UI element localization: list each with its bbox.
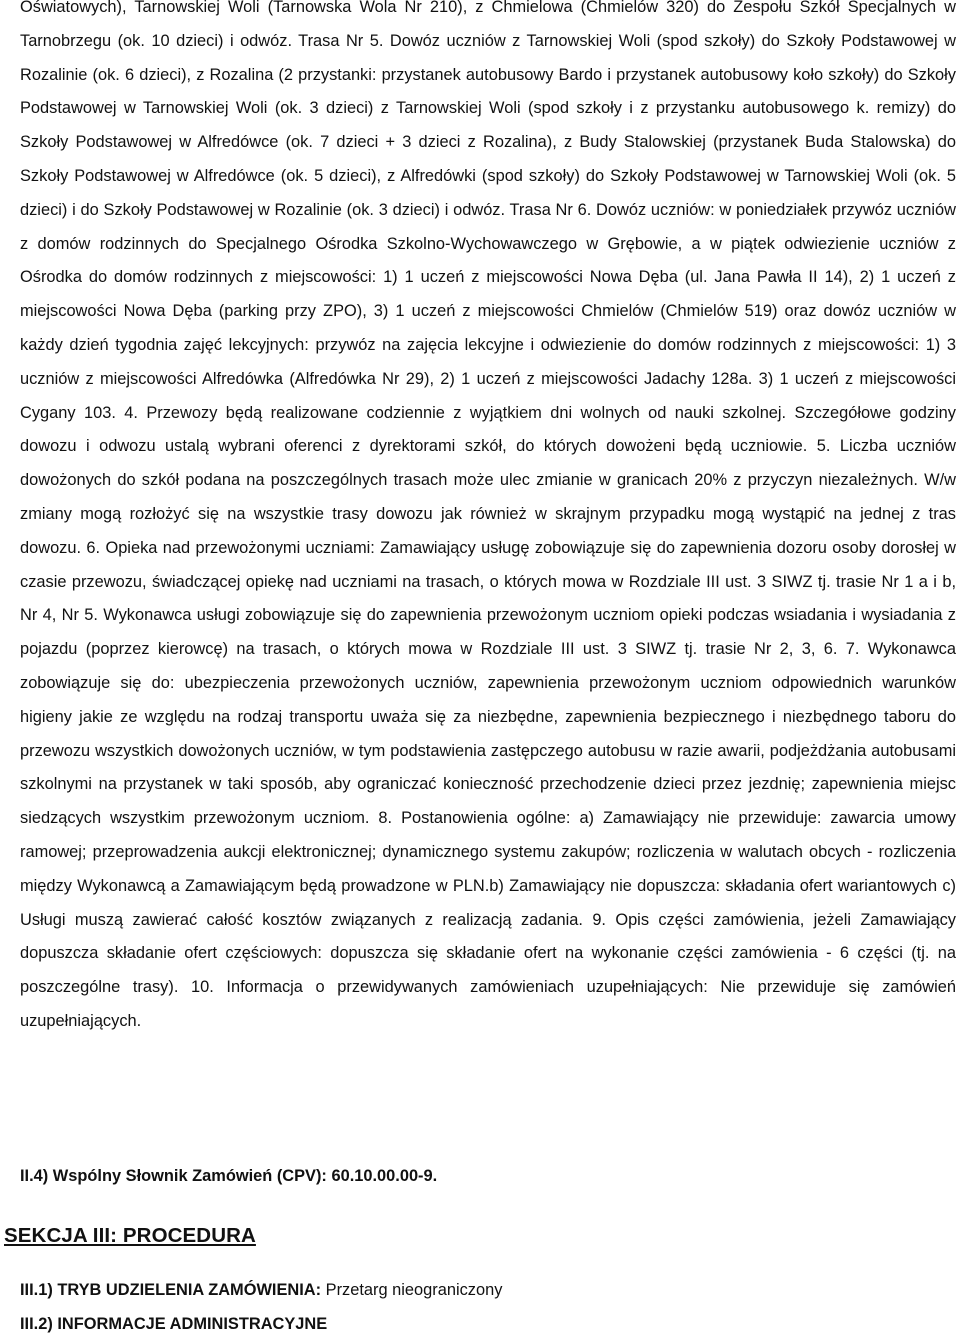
admin-info-line	[20, 1313, 327, 1335]
procedure-type-label: III.1) TRYB UDZIELENIA ZAMÓWIENIA:	[20, 1281, 322, 1299]
body-paragraph: Oświatowych), Tarnowskiej Woli (Tarnowska Wola Nr 210), z Chmielowa (Chmielów 320) do Zespołu Szkół Specjalnych w Tarnobrzegu (ok. 10 dzieci) i odwóz. Trasa Nr 5. Dowóz uczniów z Tarnowskiej Woli (spod szkoły) do Szkoły Podstawowej w Rozalinie (ok. 6 dzieci), z Rozalina (2 przystanki: przystanek autobusowy Bardo i przystanek autobusowy koło szkoły) do Szkoły Podstawowej w Tarnowskiej Woli (ok. 3 dzieci) z Tarnowskiej Woli (spod szkoły i z przystanku autobusowego k. remizy) do Szkoły Podstawowej w Alfredówce (ok. 7 dzieci + 3 dzieci z Rozalina), z Budy Stalowskiej (przystanek Buda Stalowska) do Szkoły Podstawowej w Alfredówce (ok. 5 dzieci), z Alfredówki (spod szkoły) do Szkoły Podstawowej w Tarnowskiej Woli (ok. 5 dzieci) i do Szkoły Podstawowej w Rozalinie (ok. 3 dzieci) i odwóz. Trasa Nr 6. Dowóz uczniów: w poniedziałek przywóz uczniów z domów rodzinnych do Specjalnego Ośrodka Szkolno-Wychowawczego w Grębowie, a w piątek odwiezienie uczniów z Ośrodka do domów rodzinnych z miejscowości: 1) 1 uczeń z miejscowości Nowa Dęba (ul. Jana Pawła II 14), 2) 1 uczeń z miejscowości Nowa Dęba (parking przy ZPO), 3) 1 uczeń z miejscowości Chmielów (Chmielów 519) oraz dowóz uczniów w każdy dzień tygodnia zajęć lekcyjnych: przywóz na zajęcia lekcyjne i odwiezienie do domów rodzinnych z miejscowości: 1) 3 uczniów z miejscowości Alfredówka (Alfredówka Nr 29), 2) 1 uczeń z miejscowości Jadachy 128a. 3) 1 uczeń z miejscowości Cygany 103. 4. Przewozy będą realizowane codziennie z wyjątkiem dni wolnych od nauki szkolnej. Szczegółowe godziny dowozu i odwozu ustalą wybrani oferenci z dyrektorami szkół, do których dowożeni będą uczniowie. 5. Liczba uczniów dowożonych do szkół podana na poszczególnych trasach może ulec zmianie w granicach 20% z przyczyn niezależnych. W/w zmiany mogą rozłożyć się na wszystkie trasy dowozu jak również w skrajnym przypadku mogą wystąpić na jednej z tras dowozu. 6. Opieka nad przewożonymi uczniami: Zamawiający usługę zobowiązuje się do zapewnienia dozoru osoby dorosłej w czasie przewozu, świadczącej opiekę nad uczniami na trasach, o których mowa w Rozdziale III ust. 3 SIWZ tj. trasie Nr 1 a i b, Nr 4, Nr 5. Wykonawca usługi zobowiązuje się do zapewnienia przewożonym uczniom opieki podczas wsiadania i wysiadania z pojazdu (poprzez kierowcę) na trasach, o których mowa w Rozdziale III ust. 3 SIWZ tj. trasie Nr 2, 3, 6. 7. Wykonawca zobowiązuje się do: ubezpieczenia przewożonych uczniów, zapewnienia przewożonym uczniom odpowiednich warunków higieny jakie ze względu na rodzaj transportu uważa się za niezbędne, zapewnienia bezpiecznego i niezbędnego taboru do przewozu wszystkich dowożonych uczniów, w tym podstawienia zastępczego autobusu w razie awarii, podjeżdżania autobusami szkolnymi na przystanek w taki sposób, aby ograniczać konieczność przechodzenie dzieci przez jezdnię; zapewnienia miejsc siedzących wszystkim przewożonym uczniom. 8. Postanowienia ogólne: a) Zamawiający nie przewiduje: zawarcia umowy ramowej; przeprowadzenia aukcji elektronicznej; dynamicznego systemu zakupów; rozliczenia w walutach obcych - rozliczenia między Wykonawcą a Zamawiającym będą prowadzone w PLN.b) Zamawiający nie dopuszcza: składania ofert wariantowych c) Usługi muszą zawierać całość kosztów związanych z realizacją zadania. 9. Opis części zamówienia, jeżeli Zamawiający dopuszcza składanie ofert częściowych: dopuszcza się składanie ofert na wykonanie części zamówienia - 6 części (tj. na poszczególne trasy). 10. Informacja o przewidywanych zamówieniach uzupełniających: Nie przewiduje się zamówień uzupełniających.	[20, 0, 956, 1030]
cpv-line	[20, 1165, 437, 1187]
procedure-type-value: Przetarg nieograniczony	[325, 1281, 503, 1299]
cpv-value: 60.10.00.00-9.	[331, 1167, 438, 1185]
section-heading: SEKCJA III: PROCEDURA	[4, 1224, 256, 1247]
admin-info-label: III.2) INFORMACJE ADMINISTRACYJNE	[20, 1315, 328, 1333]
procedure-type-line	[20, 1279, 502, 1301]
cpv-label: II.4) Wspólny Słownik Zamówień (CPV):	[20, 1167, 327, 1185]
